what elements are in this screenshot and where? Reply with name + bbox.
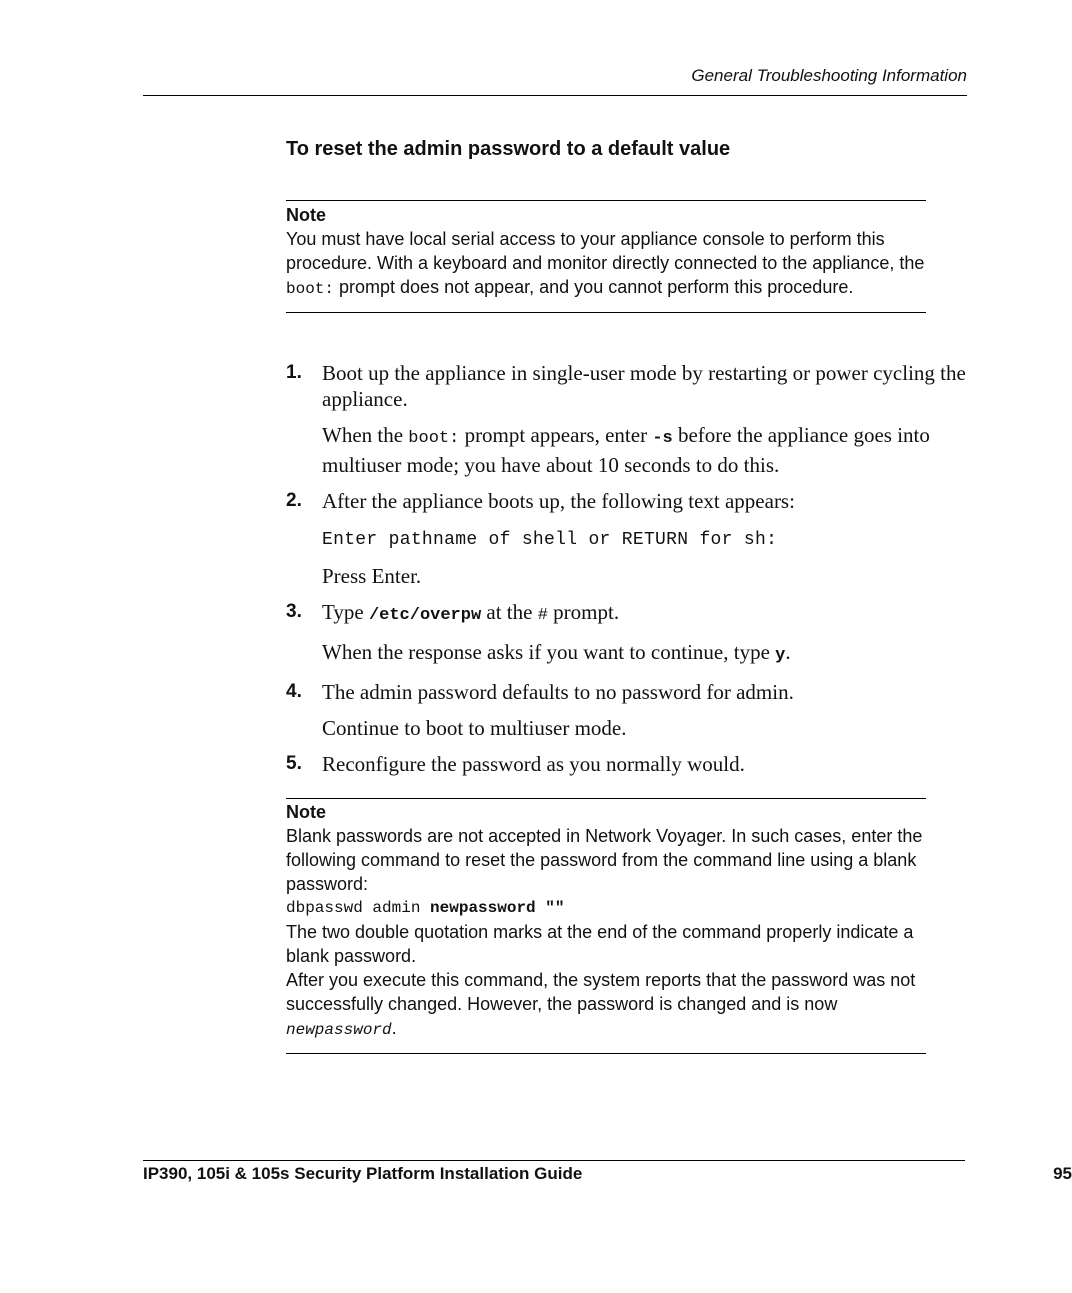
step-text: Type bbox=[322, 600, 369, 624]
newpassword-italic: newpassword bbox=[286, 1021, 392, 1039]
note-text: Blank passwords are not accepted in Network Voyager. In such cases, enter the following command to reset the password from the command line using a blank password: bbox=[286, 826, 923, 894]
footer-title: IP390, 105i & 105s Security Platform Installation Guide bbox=[143, 1164, 583, 1183]
note-text-span: After you execute this command, the system reports that the password was not successfully changed. However, the password is changed and is now bbox=[286, 970, 916, 1014]
step-1 bbox=[286, 360, 976, 478]
step-4 bbox=[286, 679, 976, 741]
single-user-flag: -s bbox=[652, 429, 673, 448]
step-paragraph bbox=[322, 639, 976, 669]
step-paragraph bbox=[322, 751, 976, 777]
step-text: Press Enter. bbox=[322, 564, 422, 588]
boot-prompt-code: boot: bbox=[408, 429, 460, 448]
step-paragraph bbox=[322, 563, 976, 589]
command-text: dbpasswd admin bbox=[286, 899, 431, 917]
step-text: When the response asks if you want to continue, type bbox=[322, 640, 776, 664]
page-number: 95 bbox=[1053, 1164, 1072, 1183]
step-paragraph bbox=[322, 488, 976, 514]
step-text: before the appliance goes into multiuser mode; you have about 10 seconds to do this. bbox=[322, 423, 930, 477]
note-title: Note bbox=[286, 802, 326, 822]
command-argument: newpassword "" bbox=[430, 899, 565, 917]
step-text: prompt. bbox=[547, 600, 620, 624]
step-text: Reconfigure the password as you normally would. bbox=[322, 752, 745, 776]
step-3 bbox=[286, 599, 976, 669]
step-2 bbox=[286, 488, 976, 589]
step-paragraph bbox=[322, 524, 976, 553]
note-text: The two double quotation marks at the end of the command properly indicate a blank password. bbox=[286, 922, 914, 966]
confirm-key: y bbox=[775, 646, 786, 665]
note-text: prompt does not appear, and you cannot perform this procedure. bbox=[334, 277, 854, 297]
step-number: 4. bbox=[286, 681, 302, 702]
step-5 bbox=[286, 751, 976, 777]
shell-prompt-code: Enter pathname of shell or RETURN for sh: bbox=[322, 530, 778, 550]
step-paragraph bbox=[322, 360, 976, 412]
header-rule bbox=[143, 95, 967, 96]
step-paragraph bbox=[322, 599, 976, 629]
footer-rule bbox=[143, 1160, 965, 1161]
step-text: . bbox=[785, 640, 791, 664]
note-text-span: . bbox=[391, 1018, 397, 1038]
note-text bbox=[286, 968, 926, 1042]
dbpasswd-command bbox=[286, 896, 926, 920]
note-title: Note bbox=[286, 205, 326, 225]
step-text: Boot up the appliance in single-user mode by restarting or power cycling the appliance. bbox=[322, 361, 966, 411]
procedure-steps bbox=[286, 360, 976, 787]
overpw-command: /etc/overpw bbox=[368, 606, 482, 625]
boot-prompt-code: boot: bbox=[286, 280, 335, 298]
note-box-2 bbox=[286, 798, 926, 1054]
step-number: 5. bbox=[286, 753, 302, 774]
step-paragraph bbox=[322, 422, 976, 478]
step-number: 2. bbox=[286, 490, 302, 511]
hash-prompt: # bbox=[537, 606, 548, 625]
section-title: To reset the admin password to a default value bbox=[286, 138, 731, 160]
step-paragraph bbox=[322, 715, 976, 741]
step-text: The admin password defaults to no password for admin. bbox=[322, 680, 794, 704]
step-text: Continue to boot to multiuser mode. bbox=[322, 716, 627, 740]
running-header: General Troubleshooting Information bbox=[691, 66, 967, 85]
step-paragraph bbox=[322, 679, 976, 705]
note-text: You must have local serial access to your appliance console to perform this procedure. With a keyboard and monitor directly connected to the appliance, the bbox=[286, 229, 925, 273]
step-number: 1. bbox=[286, 362, 302, 383]
step-text: prompt appears, enter bbox=[459, 423, 653, 447]
step-text: When the bbox=[322, 423, 409, 447]
step-text: at the bbox=[481, 600, 538, 624]
note-box-1 bbox=[286, 200, 926, 313]
step-number: 3. bbox=[286, 601, 302, 622]
step-text: After the appliance boots up, the following text appears: bbox=[322, 489, 795, 513]
